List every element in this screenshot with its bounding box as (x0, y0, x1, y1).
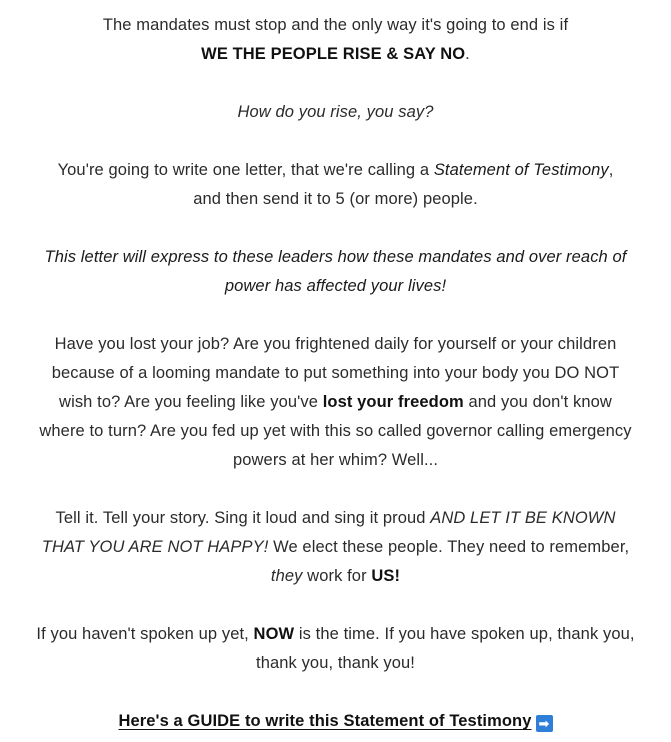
guide-link[interactable] (118, 707, 552, 736)
lost-freedom-emphasis: lost your freedom (322, 393, 464, 411)
statement-of-testimony-term: Statement of Testimony (433, 161, 609, 179)
us-emphasis: US! (371, 567, 401, 585)
paragraph-letter (56, 156, 616, 214)
let-it-be-known: AND LET IT BE KNOWN THAT YOU ARE NOT HAPPY! (41, 509, 616, 556)
mandates-period: . (465, 45, 470, 63)
mandates-text: The mandates must stop and the only way it's going to end is if (102, 16, 569, 34)
questions-rest: and you don't know where to turn? Are you fed up yet with this so called governor calling emergency powers at her whim? Well... (39, 393, 632, 469)
work-for-text: work for (302, 567, 372, 585)
rise-question: How do you rise, you say? (237, 103, 434, 121)
paragraph-questions (36, 330, 636, 475)
express-text: This letter will express to these leaders how these mandates and over reach of power has affected your lives! (44, 248, 627, 295)
questions-text: Have you lost your job? Are you frightened daily for yourself or your children because of a looming mandate to put something into your body you DO NOT wish to? Are you feeling like you've (51, 335, 620, 411)
article-body (0, 11, 671, 736)
paragraph-question (36, 98, 636, 127)
they-emphasis: they (270, 567, 303, 585)
people-rise-emphasis: WE THE PEOPLE RISE & SAY NO (201, 45, 466, 63)
guide-link-label: Here's a GUIDE to write this Statement of Testimony (118, 712, 532, 730)
speak-up-text: If you haven't spoken up yet, (36, 625, 254, 643)
letter-send-text: , and then send it to 5 (or more) people. (193, 161, 614, 208)
paragraph-speak-up (36, 620, 636, 678)
paragraph-tell-it (36, 504, 636, 591)
speak-up-rest: is the time. If you have spoken up, thank you, thank you, thank you! (256, 625, 635, 672)
now-emphasis: NOW (253, 625, 295, 643)
letter-intro: You're going to write one letter, that we're calling a (57, 161, 434, 179)
elect-text: We elect these people. They need to remember, (268, 538, 630, 556)
paragraph-mandates (56, 11, 616, 69)
paragraph-express (36, 243, 636, 301)
arrow-right-icon: ➡ (536, 715, 553, 732)
tell-it-text: Tell it. Tell your story. Sing it loud and sing it proud (55, 509, 431, 527)
